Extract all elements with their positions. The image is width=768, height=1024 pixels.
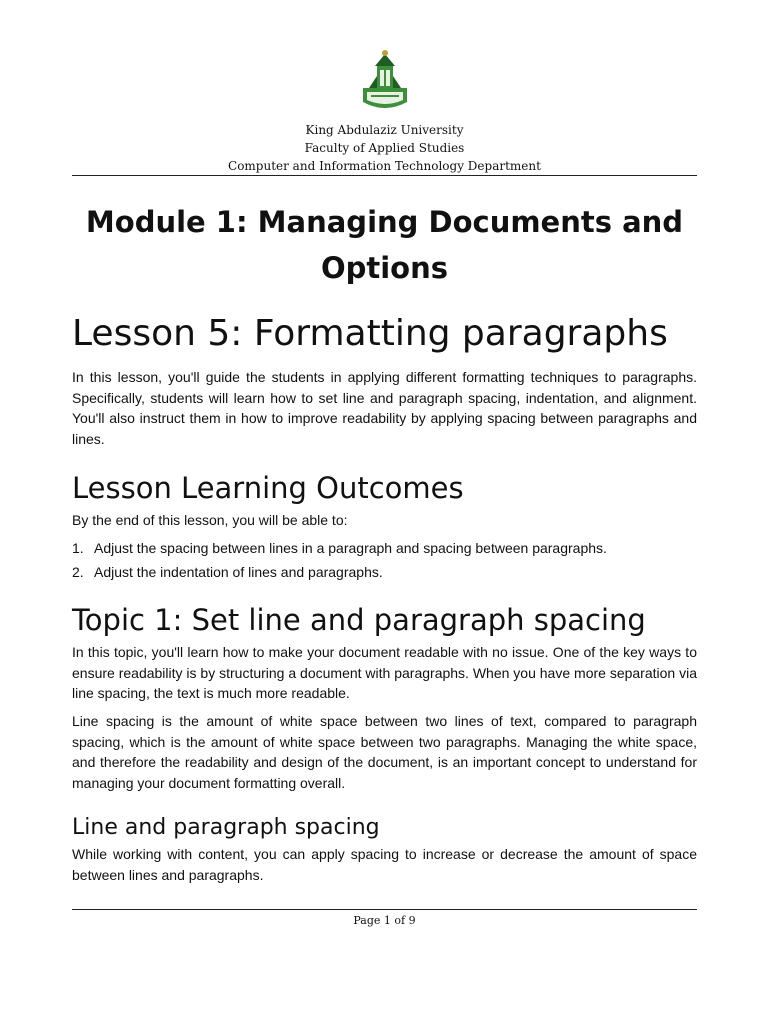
outcomes-list [72, 538, 697, 586]
topic1-paragraph-2: Line spacing is the amount of white space between two lines of text, compared to paragraph spacing, which is the amount of white space between two paragraphs. Managing the white space, and therefore the readability and design of the document, is an important concept to understand for managing your document formatting overall. [72, 713, 697, 791]
faculty-name: Faculty of Applied Studies [304, 141, 465, 155]
university-name: King Abdulaziz University [305, 123, 464, 137]
list-item-text: Adjust the spacing between lines in a paragraph and spacing between paragraphs. [94, 540, 607, 556]
university-header [72, 121, 697, 175]
list-item [72, 538, 697, 558]
page-number: Page 1 of 9 [353, 914, 416, 927]
list-item [72, 562, 697, 582]
university-crest-icon [359, 48, 411, 112]
list-item-text: Adjust the indentation of lines and paragraphs. [94, 564, 383, 580]
topic1-heading: Topic 1: Set line and paragraph spacing [72, 603, 646, 637]
line-paragraph-spacing-heading: Line and paragraph spacing [72, 815, 380, 840]
header-divider [72, 175, 697, 176]
module-title [72, 199, 697, 291]
topic1-paragraph-1: In this topic, you'll learn how to make your document readable with no issue. One of the key ways to ensure readability is by structuring a document with paragraphs. When you have more separation via line spacing, the text is much more readable. [72, 644, 697, 701]
outcomes-heading: Lesson Learning Outcomes [72, 471, 464, 505]
lesson-title: Lesson 5: Formatting paragraphs [72, 313, 668, 354]
module-title-line1: Module 1: Managing Documents and [85, 205, 684, 239]
topic1-paragraph-3: While working with content, you can apply spacing to increase or decrease the amount of space between lines and paragraphs. [72, 846, 697, 883]
department-name: Computer and Information Technology Department [228, 159, 541, 173]
lesson-intro: In this lesson, you'll guide the students in applying different formatting techniques to paragraphs. Specifically, students will learn how to set line and paragraph spacing, indentation, and alignment. You'll also instruct them in how to improve readability by applying spacing between paragraphs and lines. [72, 369, 697, 447]
outcomes-lead: By the end of this lesson, you will be able to: [72, 512, 348, 528]
list-item-number: 1. [72, 540, 84, 556]
module-title-line2: Options [320, 251, 449, 285]
list-item-number: 2. [72, 564, 84, 580]
footer-divider [72, 909, 697, 910]
